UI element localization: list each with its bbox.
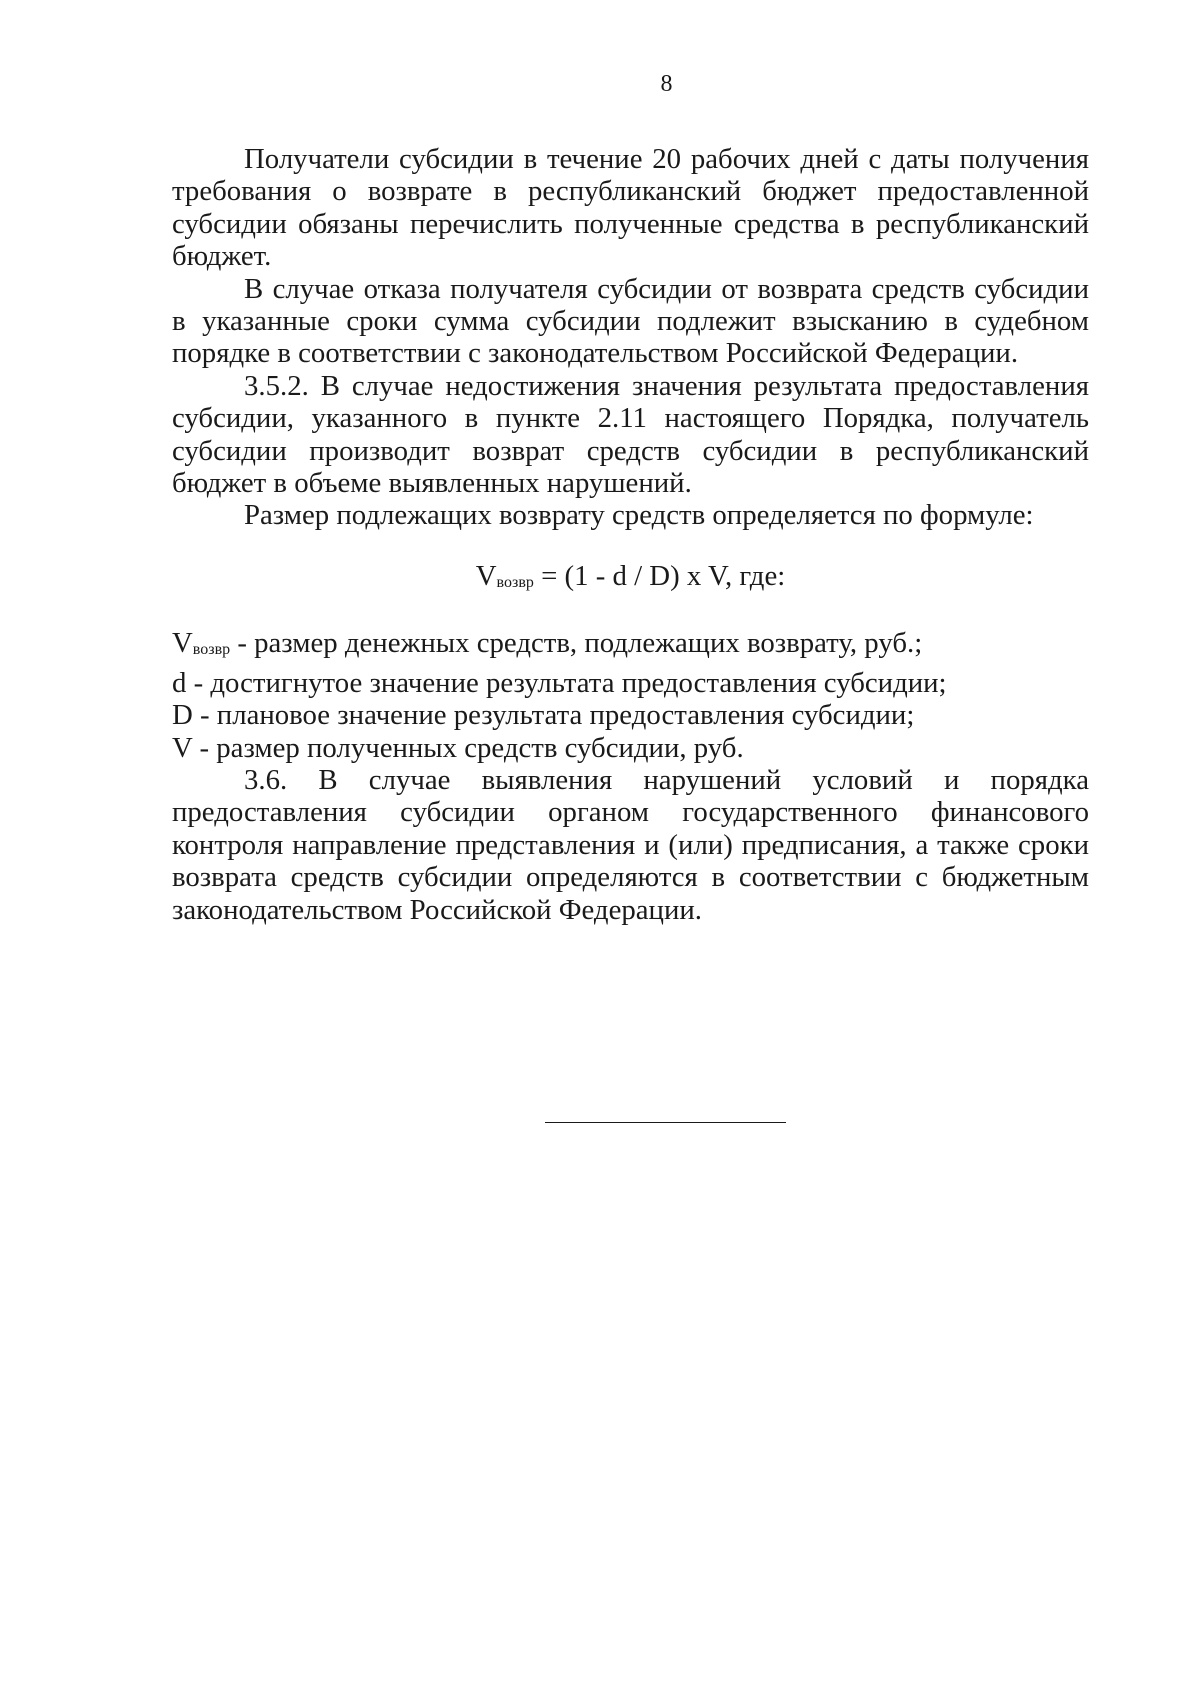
formula-subscript: возвр bbox=[496, 573, 534, 591]
definition-V-received: V - размер полученных средств субсидии, руб. bbox=[172, 731, 744, 764]
paragraph-refund-deadline: Получатели субсидии в течение 20 рабочих дней с даты получения требования о возврате в республиканский бюджет предоставленной субсидии обязаны перечислить полученные средства в республиканский бюджет. bbox=[172, 143, 1089, 273]
definition-D-planned: D - плановое значение результата предоставления субсидии; bbox=[172, 699, 915, 732]
formula-expression: = (1 - d / D) x V, где: bbox=[533, 559, 786, 592]
definition-v-return-subscript: возвр bbox=[192, 641, 231, 659]
paragraph-formula-intro: Размер подлежащих возврату средств определяется по формуле: bbox=[244, 499, 1034, 532]
paragraph-3-6: 3.6. В случае выявления нарушений условий и порядка предоставления субсидии органом государственного финансового контроля направление представления и (или) предписания, а также сроки возврата средств субсидии определяются в соответствии с бюджетным законодательством Российской Федерации. bbox=[172, 763, 1089, 926]
paragraph-refusal-recovery: В случае отказа получателя субсидии от возврата средств субсидии в указанные сроки сумма субсидии подлежит взысканию в судебном порядке в соответствии с законодательством Российской Федерации. bbox=[172, 272, 1089, 370]
paragraph-3-5-2: 3.5.2. В случае недостижения значения результата предоставления субсидии, указанного в пункте 2.11 настоящего Порядка, получатель субсидии производит возврат средств субсидии в республиканский бюджет в объеме выявленных нарушений. bbox=[172, 369, 1089, 500]
definition-v-return-text: - размер денежных средств, подлежащих возврату, руб.; bbox=[230, 627, 923, 660]
refund-formula bbox=[172, 560, 1089, 599]
document-body bbox=[172, 143, 1089, 926]
definition-v-return bbox=[172, 627, 1089, 666]
page-number: 8 bbox=[660, 71, 673, 97]
definition-d-achieved: d - достигнутое значение результата предоставления субсидии; bbox=[172, 666, 947, 699]
definition-v-return-symbol: V bbox=[172, 627, 193, 660]
end-of-document-rule bbox=[545, 1122, 786, 1123]
formula-symbol: V bbox=[475, 559, 497, 592]
